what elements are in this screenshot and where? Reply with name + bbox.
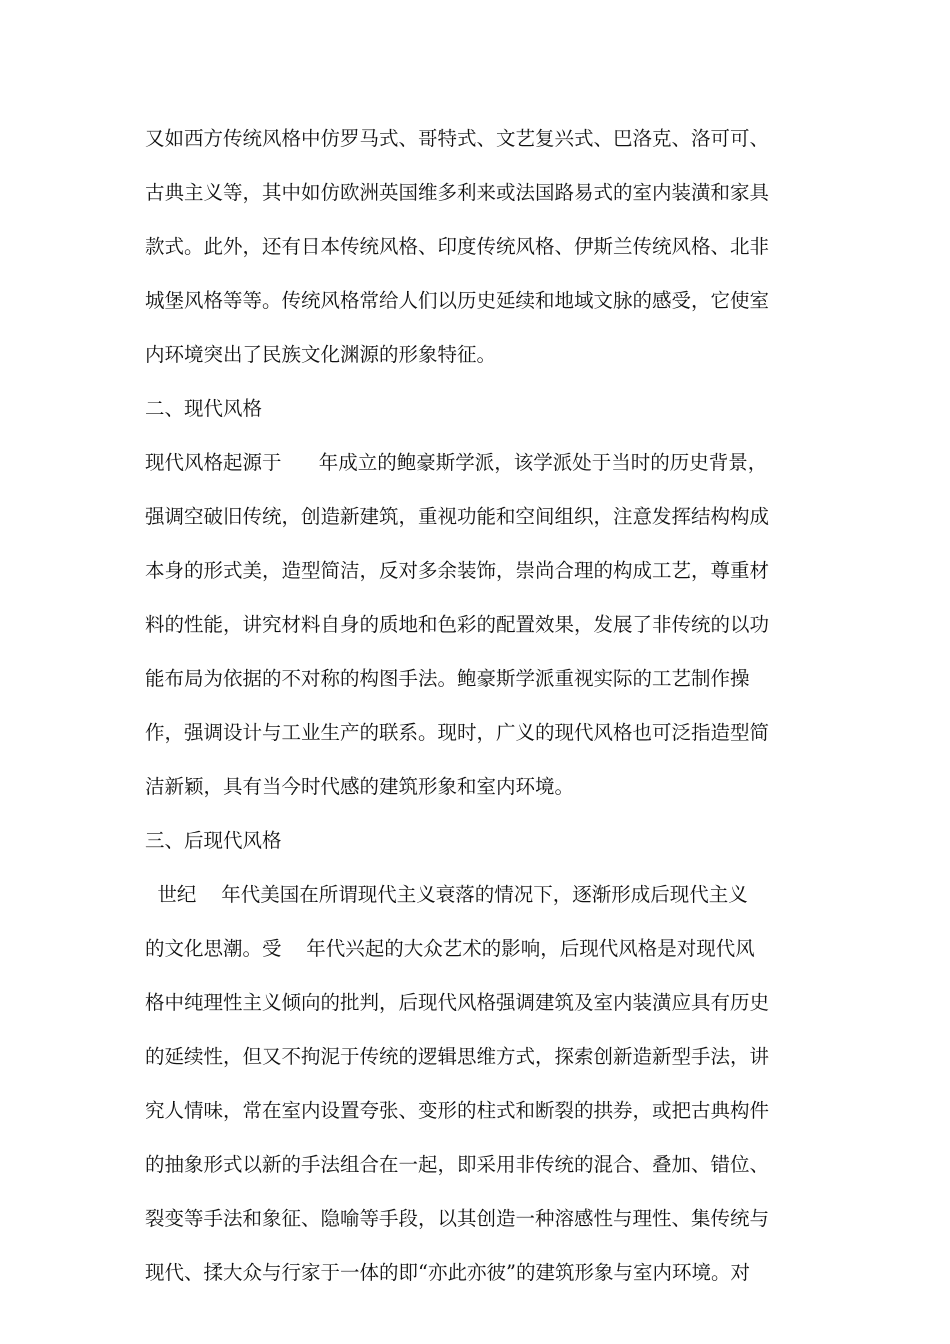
- text-line: 强调空破旧传统，创造新建筑，重视功能和空间组织，注意发挥结构构成: [145, 505, 770, 528]
- text-line: 城堡风格等等。传统风格常给人们以历史延续和地域文脉的感受，它使室: [145, 289, 770, 312]
- text-line: 格中纯理性主义倾向的批判，后现代风格强调建筑及室内装潢应具有历史: [145, 991, 770, 1014]
- text-line: 世纪 年代美国在所谓现代主义衰落的情况下，逐渐形成后现代主义: [145, 883, 748, 906]
- text-line: 能布局为依据的不对称的构图手法。鲍豪斯学派重视实际的工艺制作操: [145, 667, 750, 690]
- text-line: 的延续性，但又不拘泥于传统的逻辑思维方式，探索创新造新型手法，讲: [145, 1045, 770, 1068]
- text-line: 又如西方传统风格中仿罗马式、哥特式、文艺复兴式、巴洛克、洛可可、: [145, 127, 770, 150]
- document-body: [145, 118, 810, 1306]
- text-line: 内环境突出了民族文化渊源的形象特征。: [145, 343, 497, 366]
- text-line: 的文化思潮。受 年代兴起的大众艺术的影响，后现代风格是对现代风: [145, 937, 755, 960]
- text-line: 古典主义等，其中如仿欧洲英国维多利来或法国路易式的室内装潢和家具: [145, 181, 770, 204]
- text-line: 的抽象形式以新的手法组合在一起，即采用非传统的混合、叠加、错位、: [145, 1153, 770, 1176]
- text-line: 现代、揉大众与行家于一体的即“亦此亦彼”的建筑形象与室内环境。对: [145, 1261, 750, 1284]
- section-heading-postmodern: 三、后现代风格: [145, 829, 282, 852]
- text-line: 裂变等手法和象征、隐喻等手段，以其创造一种溶感性与理性、集传统与: [145, 1207, 770, 1230]
- text-line: 本身的形式美，造型简洁，反对多余装饰，崇尚合理的构成工艺，尊重材: [145, 559, 770, 582]
- text-line: 料的性能，讲究材料自身的质地和色彩的配置效果，发展了非传统的以功: [145, 613, 770, 636]
- text-line: 现代风格起源于 年成立的鲍豪斯学派，该学派处于当时的历史背景，: [145, 451, 768, 474]
- section-heading-modern: 二、现代风格: [145, 397, 263, 420]
- text-line: 洁新颖，具有当今时代感的建筑形象和室内环境。: [145, 775, 575, 798]
- text-line: 款式。此外，还有日本传统风格、印度传统风格、伊斯兰传统风格、北非: [145, 235, 770, 258]
- text-line: 作，强调设计与工业生产的联系。现时，广义的现代风格也可泛指造型简: [145, 721, 770, 744]
- text-line: 究人情味，常在室内设置夸张、变形的柱式和断裂的拱券，或把古典构件: [145, 1099, 770, 1122]
